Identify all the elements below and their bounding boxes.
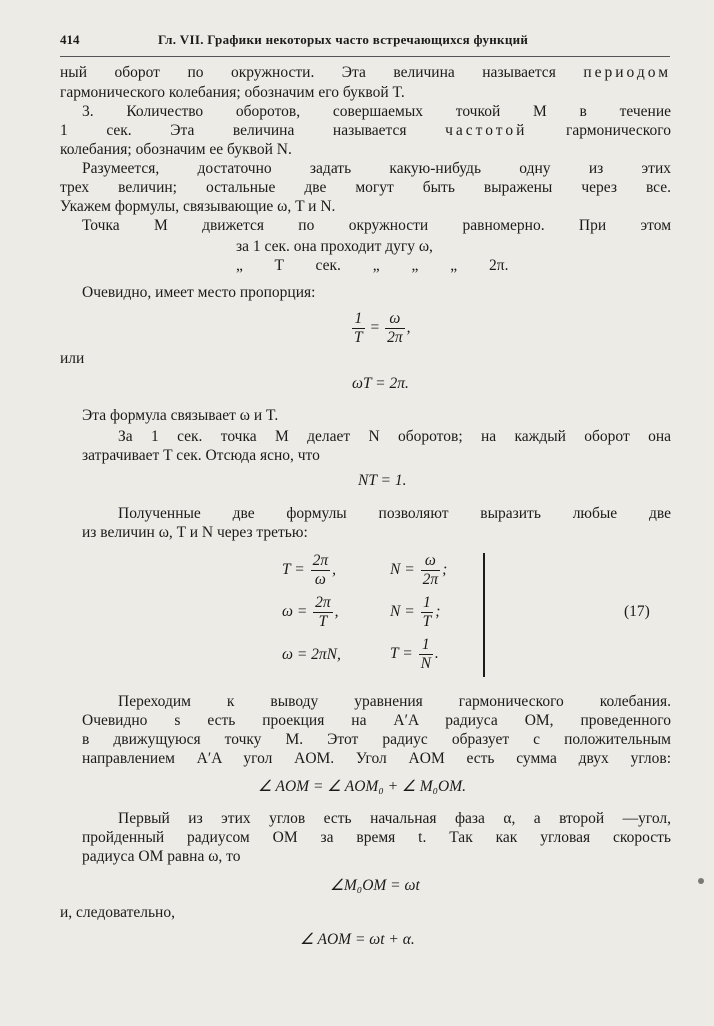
text-line: 3. Количество оборотов, совершаемых точкой M в течение: [82, 103, 671, 120]
system-row-3a: ω = 2πN,: [282, 646, 341, 663]
text-line: колебания; обозначим ее буквой N.: [60, 141, 292, 158]
formula-angle-m0: ∠M₀OM = ωt: [330, 877, 420, 894]
text-line: радиуса OM равна ω, то: [82, 848, 241, 865]
equation-number: (17): [624, 603, 650, 620]
text-line: пройденный радиусом OM за время t. Так как угловая скорость: [82, 829, 671, 846]
formula-angle-sum: ∠ AOM = ∠ AOM₀ + ∠ M₀OM.: [258, 778, 466, 795]
system-row-2b: N = $\frac{1}{T}$ ;: [390, 594, 441, 630]
text-line: за 1 сек. она проходит дугу ω,: [236, 238, 433, 255]
chapter-title: Гл. VII. Графики некоторых часто встречающихся функций: [158, 32, 529, 47]
text-line: ный оборот по окружности. Эта величина называется периодом: [60, 64, 672, 81]
text-line: гармонического колебания; обозначим его буквой T.: [60, 84, 405, 101]
paper-speck: [698, 878, 704, 884]
text-line: трех величин; остальные две могут быть выражены через все.: [60, 179, 671, 196]
text-line: и, следовательно,: [60, 904, 175, 921]
system-bracket: [483, 553, 485, 677]
text-line: или: [60, 350, 85, 367]
system-row-1a: T = $\frac{2\pi}{\omega}$ ,: [282, 552, 336, 588]
text-line: Точка M движется по окружности равномерно. При этом: [82, 217, 671, 234]
proportion-formula: $\frac{1}{T}$ = $\frac{\omega}{2\pi}$ ,: [354, 310, 411, 346]
text-line: в движущуюся точку M. Этот радиус образует с положительным: [82, 731, 671, 748]
text-line: Разумеется, достаточно задать какую-нибудь одну из этих: [82, 160, 671, 177]
text-line: Очевидно s есть проекция на A′A радиуса OM, проведенного: [82, 712, 671, 729]
text-line: направлением A′A угол AOM. Угол AOM есть сумма двух углов:: [82, 750, 671, 767]
page-number: 414: [60, 32, 80, 47]
text-line: Полученные две формулы позволяют выразить любые две: [118, 505, 671, 522]
text-line: из величин ω, T и N через третью:: [82, 524, 308, 541]
text-line: Эта формула связывает ω и T.: [82, 407, 279, 424]
system-row-2a: ω = $\frac{2\pi}{T}$ ,: [282, 594, 339, 630]
text-line: Первый из этих углов есть начальная фаза α, а второй —угол,: [118, 810, 671, 827]
text-line: Очевидно, имеет место пропорция:: [82, 284, 316, 301]
text-line: затрачивает T сек. Отсюда ясно, что: [82, 447, 320, 464]
text-line: 1 сек. Эта величина называется частотой гармонического: [60, 122, 672, 139]
formula-omega-t: ωT = 2π.: [352, 375, 409, 392]
text-line: Укажем формулы, связывающие ω, T и N.: [60, 198, 336, 215]
formula-nt: NT = 1.: [358, 472, 407, 489]
text-line: „ T сек. „ „ „ 2π.: [236, 257, 509, 274]
system-row-1b: N = $\frac{\omega}{2\pi}$ ;: [390, 552, 448, 588]
text-line: Переходим к выводу уравнения гармонического колебания.: [118, 693, 671, 710]
text-line: За 1 сек. точка M делает N оборотов; на каждый оборот она: [118, 428, 671, 445]
running-header: [60, 32, 664, 52]
system-row-3b: T = $\frac{1}{N}$ .: [390, 636, 439, 672]
header-rule: [60, 56, 670, 57]
term-frequency: частотой: [445, 122, 528, 139]
formula-angle-final: ∠ AOM = ωt + α.: [300, 931, 415, 948]
term-period: периодом: [583, 64, 672, 81]
